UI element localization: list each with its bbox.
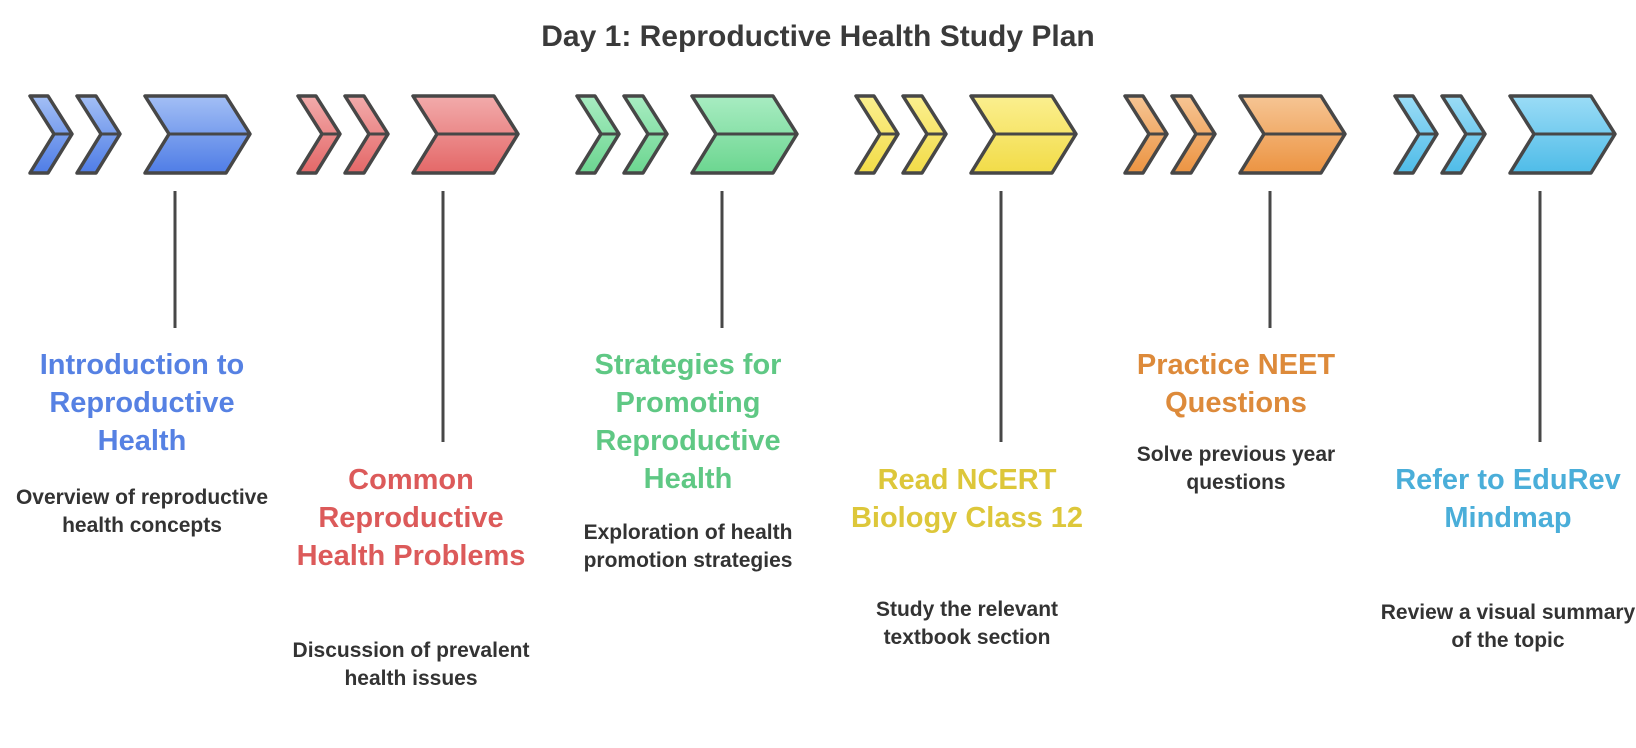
step-2-title: Common Reproductive Health Problems (296, 464, 526, 572)
chevron-group-1 (30, 96, 250, 173)
step-5-title: Practice NEET Questions (1136, 349, 1336, 419)
step-1-title: Introduction to Reproductive Health (39, 349, 245, 457)
step-6-title: Refer to EduRev Mindmap (1395, 464, 1621, 534)
step-1-description: Overview of reproductive health concepts (15, 486, 269, 537)
step-2-description: Discussion of prevalent health issues (292, 639, 530, 690)
chevron-group-6 (1395, 96, 1615, 173)
chevron-group-2 (298, 96, 518, 173)
chevron-group-5 (1125, 96, 1345, 173)
step-3-description: Exploration of health promotion strategies (583, 521, 793, 572)
step-6-description: Review a visual summary of the topic (1380, 601, 1636, 652)
chevron-group-3 (577, 96, 797, 173)
chevron-group-4 (856, 96, 1076, 173)
step-3-title: Strategies for Promoting Reproductive Health (594, 349, 782, 495)
step-5-description: Solve previous year questions (1136, 443, 1336, 494)
step-4-title: Read NCERT Biology Class 12 (850, 464, 1084, 534)
step-4-description: Study the relevant textbook section (875, 598, 1059, 649)
diagram-title: Day 1: Reproductive Health Study Plan (541, 20, 1095, 53)
